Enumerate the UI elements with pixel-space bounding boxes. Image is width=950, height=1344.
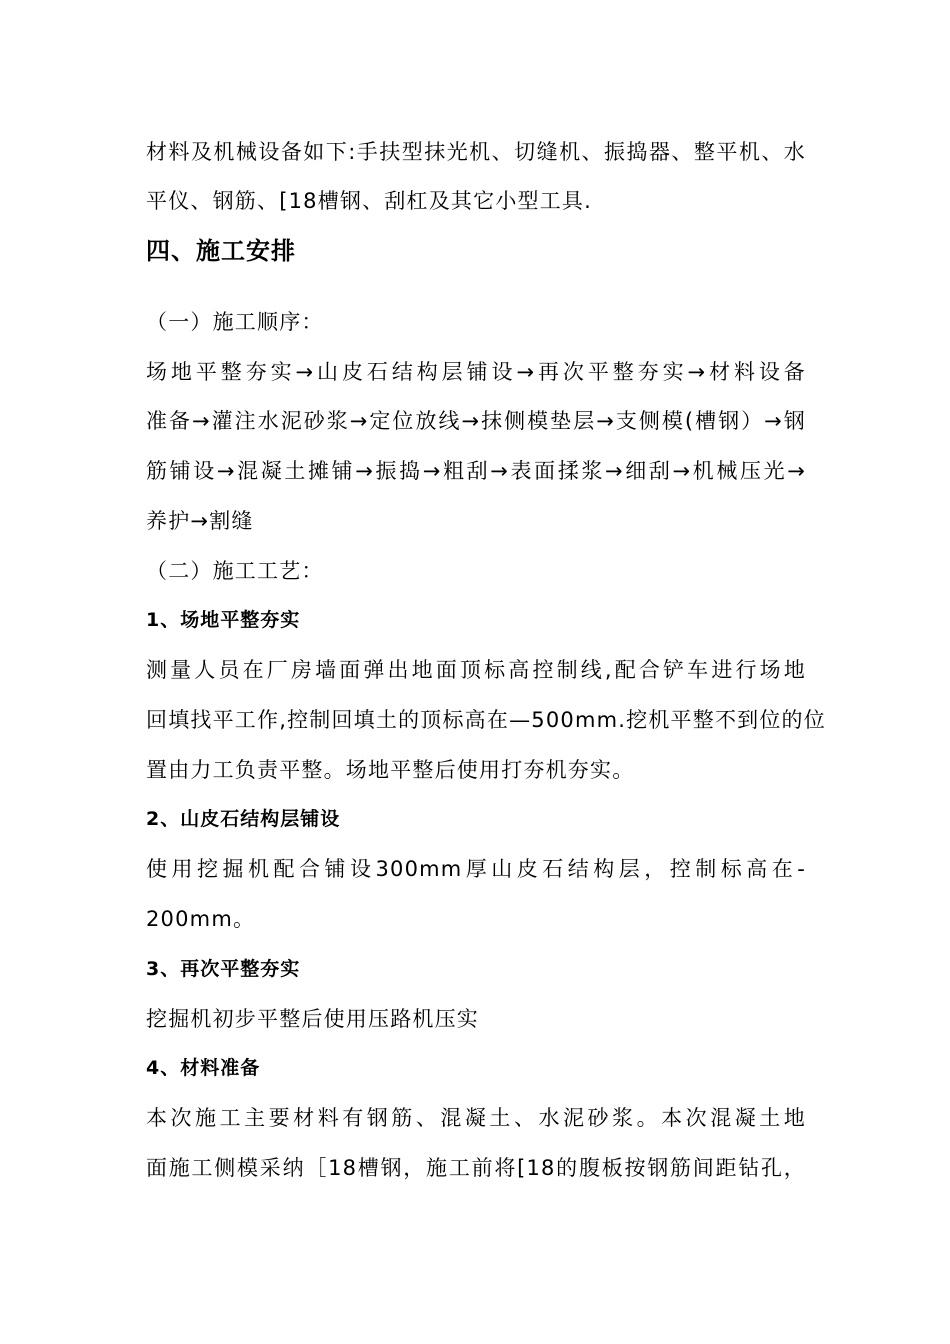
sequence-heading: （一）施工顺序： (146, 310, 324, 334)
step4-line-1: 本次施工主要材料有钢筋、混凝土、水泥砂浆。本次混凝土地 (146, 1106, 806, 1130)
materials-line-1: 材料及机械设备如下:手扶型抹光机、切缝机、振捣器、整平机、水 (146, 140, 806, 164)
step1-title: 1、场地平整夯实 (146, 609, 301, 631)
step1-line-3: 置由力工负责平整。场地平整后使用打夯机夯实。 (146, 758, 635, 782)
process-heading: （二）施工工艺： (146, 559, 324, 583)
step1-line-1: 测量人员在厂房墙面弹出地面顶标高控制线,配合铲车进行场地 (146, 658, 806, 682)
sequence-line-2: 准备→灌注水泥砂浆→定位放线→抹侧模垫层→支侧模(槽钢）→钢 (146, 409, 806, 433)
step4-title: 4、材料准备 (146, 1057, 261, 1079)
step3-title: 3、再次平整夯实 (146, 958, 301, 980)
sequence-line-1: 场地平整夯实→山皮石结构层铺设→再次平整夯实→材料设备 (146, 360, 806, 384)
step4-line-2: 面施工侧模采纳［18槽钢，施工前将[18的腹板按钢筋间距钻孔， (146, 1156, 806, 1180)
step2-line-1: 使用挖掘机配合铺设300mm厚山皮石结构层，控制标高在- (146, 857, 806, 881)
materials-line-2: 平仪、钢筋、[18槽钢、刮杠及其它小型工具. (146, 189, 592, 213)
step2-title: 2、山皮石结构层铺设 (146, 808, 341, 830)
sequence-line-4: 养护→割缝 (146, 509, 254, 533)
section-title: 四、施工安排 (146, 237, 296, 265)
step3-line-1: 挖掘机初步平整后使用压路机压实 (146, 1007, 479, 1031)
step2-line-2: 200mm。 (146, 907, 256, 931)
step1-line-2: 回填找平工作,控制回填土的顶标高在—500mm.挖机平整不到位的位 (146, 708, 826, 732)
sequence-line-3: 筋铺设→混凝土摊铺→振捣→粗刮→表面揉浆→细刮→机械压光→ (146, 459, 806, 483)
